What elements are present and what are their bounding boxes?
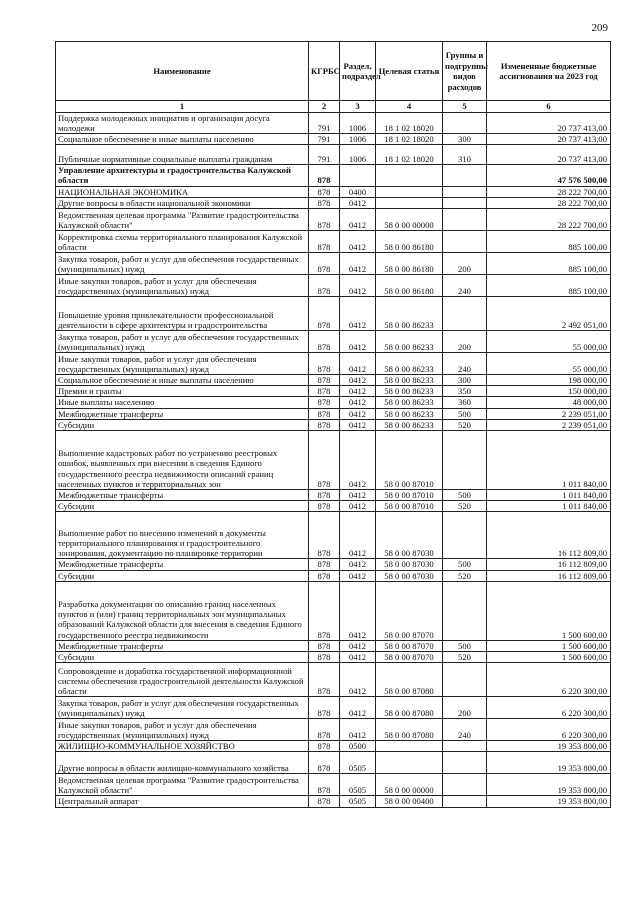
row-kgrbs: 878 (309, 252, 340, 274)
row-target-article (376, 186, 443, 197)
row-name: Иные выплаты населению (56, 397, 309, 408)
row-target-article: 58 0 00 00000 (376, 208, 443, 230)
row-name: Социальное обеспечение и иные выплаты населению (56, 374, 309, 385)
row-section: 0505 (340, 796, 376, 807)
row-expense-type: 300 (443, 133, 487, 144)
table-body (56, 112, 611, 807)
row-target-article: 58 0 00 87010 (376, 501, 443, 512)
row-section: 0412 (340, 663, 376, 697)
row-amount: 48 000,00 (487, 397, 611, 408)
row-name: Выполнение работ по внесению изменений в документы территориального планирования и градостроительного зонирования, документацию по планировке территории (56, 512, 309, 559)
row-kgrbs: 878 (309, 774, 340, 796)
row-target-article: 58 0 00 87030 (376, 570, 443, 581)
row-target-article (376, 741, 443, 752)
column-number: 5 (443, 101, 487, 113)
row-amount: 198 000,00 (487, 374, 611, 385)
row-section: 0412 (340, 570, 376, 581)
row-kgrbs: 878 (309, 697, 340, 719)
table-row (56, 252, 611, 274)
row-target-article: 58 0 00 87030 (376, 559, 443, 570)
row-expense-type: 500 (443, 559, 487, 570)
table-row (56, 570, 611, 581)
row-section: 0412 (340, 352, 376, 374)
row-name: ЖИЛИЩНО-КОММУНАЛЬНОЕ ХОЗЯЙСТВО (56, 741, 309, 752)
row-expense-type (443, 796, 487, 807)
row-kgrbs: 878 (309, 430, 340, 489)
table-row (56, 133, 611, 144)
row-amount: 6 220 300,00 (487, 719, 611, 741)
row-amount: 28 222 700,00 (487, 208, 611, 230)
table-row (56, 386, 611, 397)
row-name: Сопровождение и доработка государственной информационной системы обеспечения градостроительной деятельности Калужской области (56, 663, 309, 697)
row-kgrbs: 878 (309, 640, 340, 651)
page-number: 209 (591, 22, 608, 34)
row-name: Межбюджетные трансферты (56, 408, 309, 419)
row-kgrbs: 878 (309, 408, 340, 419)
header-section: Раздел, подраздел (340, 42, 376, 101)
header-allocations: Измененные бюджетные ассигнования на 2023 год (487, 42, 611, 101)
row-amount: 28 222 700,00 (487, 197, 611, 208)
header-kgrbs: КГРБС (309, 42, 340, 101)
header-target-article: Целевая статья (376, 42, 443, 101)
row-target-article: 58 0 00 86233 (376, 386, 443, 397)
row-amount: 2 239 051,00 (487, 419, 611, 430)
row-kgrbs: 878 (309, 796, 340, 807)
row-amount: 47 576 500,00 (487, 165, 611, 186)
row-amount: 885 100,00 (487, 274, 611, 296)
row-expense-type (443, 112, 487, 133)
row-name: Межбюджетные трансферты (56, 559, 309, 570)
row-name: Межбюджетные трансферты (56, 640, 309, 651)
row-section: 0500 (340, 741, 376, 752)
row-name: Субсидии (56, 570, 309, 581)
table-row (56, 274, 611, 296)
row-expense-type: 520 (443, 501, 487, 512)
row-amount: 1 500 600,00 (487, 640, 611, 651)
row-name: Иные закупки товаров, работ и услуг для обеспечения государственных (муниципальных) нужд (56, 274, 309, 296)
row-expense-type: 200 (443, 252, 487, 274)
column-number: 4 (376, 101, 443, 113)
table-row (56, 165, 611, 186)
row-amount: 1 500 600,00 (487, 651, 611, 662)
row-expense-type: 240 (443, 352, 487, 374)
row-kgrbs: 878 (309, 397, 340, 408)
row-target-article: 58 0 00 86233 (376, 408, 443, 419)
row-amount: 20 737 413,00 (487, 112, 611, 133)
row-kgrbs: 878 (309, 651, 340, 662)
row-name: Межбюджетные трансферты (56, 489, 309, 500)
row-kgrbs: 878 (309, 386, 340, 397)
row-name: Закупка товаров, работ и услуг для обеспечения государственных (муниципальных) нужд (56, 330, 309, 352)
row-name: Иные закупки товаров, работ и услуг для обеспечения государственных (муниципальных) нужд (56, 352, 309, 374)
row-amount: 885 100,00 (487, 252, 611, 274)
row-section: 0412 (340, 640, 376, 651)
row-name: Ведомственная целевая программа "Развитие градостроительства Калужской области" (56, 774, 309, 796)
row-section: 0412 (340, 651, 376, 662)
row-expense-type (443, 186, 487, 197)
row-target-article: 58 0 00 86180 (376, 230, 443, 252)
row-amount: 55 000,00 (487, 330, 611, 352)
table-row (56, 752, 611, 774)
row-section: 0412 (340, 330, 376, 352)
table-row (56, 796, 611, 807)
row-section: 0412 (340, 719, 376, 741)
row-amount: 28 222 700,00 (487, 186, 611, 197)
row-target-article: 58 0 00 86233 (376, 374, 443, 385)
row-section: 0505 (340, 752, 376, 774)
row-amount: 55 000,00 (487, 352, 611, 374)
row-section: 0412 (340, 208, 376, 230)
row-section: 1006 (340, 112, 376, 133)
row-section: 0412 (340, 559, 376, 570)
row-target-article: 18 1 02 18020 (376, 112, 443, 133)
row-section: 1006 (340, 133, 376, 144)
row-kgrbs: 878 (309, 719, 340, 741)
row-target-article: 58 0 00 86233 (376, 352, 443, 374)
row-kgrbs: 878 (309, 419, 340, 430)
row-expense-type (443, 663, 487, 697)
row-section: 0412 (340, 489, 376, 500)
table-row (56, 296, 611, 330)
column-number: 6 (487, 101, 611, 113)
table-row (56, 697, 611, 719)
row-amount: 6 220 300,00 (487, 697, 611, 719)
row-target-article: 58 0 00 87080 (376, 719, 443, 741)
row-section: 1006 (340, 145, 376, 165)
row-section (340, 165, 376, 186)
row-amount: 16 112 809,00 (487, 570, 611, 581)
row-kgrbs: 878 (309, 165, 340, 186)
row-target-article: 58 0 00 86233 (376, 419, 443, 430)
header-expense-type: Группы и подгруппы видов расходов (443, 42, 487, 101)
row-kgrbs: 878 (309, 581, 340, 640)
row-amount: 1 011 840,00 (487, 489, 611, 500)
row-section: 0412 (340, 197, 376, 208)
row-kgrbs: 878 (309, 186, 340, 197)
row-amount: 1 011 840,00 (487, 501, 611, 512)
row-section: 0412 (340, 296, 376, 330)
row-name: НАЦИОНАЛЬНАЯ ЭКОНОМИКА (56, 186, 309, 197)
row-expense-type: 200 (443, 330, 487, 352)
row-name: Другие вопросы в области жилищно-коммунального хозяйства (56, 752, 309, 774)
row-expense-type (443, 165, 487, 186)
row-expense-type: 500 (443, 640, 487, 651)
row-target-article (376, 165, 443, 186)
row-target-article: 58 0 00 87030 (376, 512, 443, 559)
row-section: 0412 (340, 501, 376, 512)
row-amount: 2 239 051,00 (487, 408, 611, 419)
row-target-article: 58 0 00 87070 (376, 651, 443, 662)
row-amount: 1 011 840,00 (487, 430, 611, 489)
row-kgrbs: 878 (309, 501, 340, 512)
row-target-article: 58 0 00 86233 (376, 397, 443, 408)
column-number: 1 (56, 101, 309, 113)
table-row (56, 112, 611, 133)
table-row (56, 352, 611, 374)
row-expense-type: 520 (443, 570, 487, 581)
row-name: Субсидии (56, 419, 309, 430)
row-amount: 885 100,00 (487, 230, 611, 252)
table-row (56, 559, 611, 570)
row-amount: 16 112 809,00 (487, 512, 611, 559)
row-kgrbs: 791 (309, 112, 340, 133)
table-row (56, 197, 611, 208)
row-kgrbs: 878 (309, 741, 340, 752)
row-expense-type: 240 (443, 719, 487, 741)
row-expense-type: 300 (443, 374, 487, 385)
row-target-article: 58 0 00 00000 (376, 774, 443, 796)
row-amount: 20 737 413,00 (487, 145, 611, 165)
row-amount: 20 737 413,00 (487, 133, 611, 144)
row-section: 0412 (340, 512, 376, 559)
row-expense-type: 310 (443, 145, 487, 165)
row-kgrbs: 878 (309, 208, 340, 230)
header-name: Наименование (56, 42, 309, 101)
row-kgrbs: 878 (309, 570, 340, 581)
row-target-article: 58 0 00 00400 (376, 796, 443, 807)
row-expense-type (443, 208, 487, 230)
row-name: Выполнение кадастровых работ по устранению реестровых ошибок, выявленных при внесении в сведения Единого государственного реестра недвижимости описаний границ населенных пунктов и территориальных зон (56, 430, 309, 489)
row-target-article: 58 0 00 87080 (376, 697, 443, 719)
row-name: Повышение уровня привлекательности профессиональной деятельности в сфере архитектуры и градостроительства (56, 296, 309, 330)
row-section: 0412 (340, 697, 376, 719)
row-kgrbs: 878 (309, 489, 340, 500)
table-row (56, 230, 611, 252)
row-name: Социальное обеспечение и иные выплаты населению (56, 133, 309, 144)
row-expense-type (443, 581, 487, 640)
row-section: 0412 (340, 252, 376, 274)
table-row (56, 330, 611, 352)
row-expense-type (443, 774, 487, 796)
table-row (56, 419, 611, 430)
table-row (56, 741, 611, 752)
row-section: 0412 (340, 374, 376, 385)
row-section: 0412 (340, 386, 376, 397)
column-number: 2 (309, 101, 340, 113)
row-name: Субсидии (56, 651, 309, 662)
row-target-article: 58 0 00 87070 (376, 581, 443, 640)
row-target-article: 18 1 02 18020 (376, 145, 443, 165)
row-section: 0412 (340, 408, 376, 419)
row-kgrbs: 878 (309, 752, 340, 774)
table-row (56, 489, 611, 500)
row-section: 0412 (340, 419, 376, 430)
row-name: Закупка товаров, работ и услуг для обеспечения государственных (муниципальных) нужд (56, 252, 309, 274)
column-number-row (56, 101, 611, 113)
row-expense-type: 520 (443, 651, 487, 662)
row-name: Публичные нормативные социальные выплаты гражданам (56, 145, 309, 165)
column-number: 3 (340, 101, 376, 113)
row-expense-type: 240 (443, 274, 487, 296)
row-section: 0412 (340, 274, 376, 296)
row-expense-type: 500 (443, 489, 487, 500)
row-name: Закупка товаров, работ и услуг для обеспечения государственных (муниципальных) нужд (56, 697, 309, 719)
row-target-article: 58 0 00 87010 (376, 430, 443, 489)
row-target-article: 58 0 00 86233 (376, 296, 443, 330)
row-name: Управление архитектуры и градостроительства Калужской области (56, 165, 309, 186)
row-kgrbs: 791 (309, 133, 340, 144)
table-row (56, 581, 611, 640)
row-name: Другие вопросы в области национальной экономики (56, 197, 309, 208)
row-section: 0412 (340, 230, 376, 252)
row-amount: 19 353 800,00 (487, 752, 611, 774)
table-row (56, 145, 611, 165)
row-section: 0412 (340, 397, 376, 408)
row-expense-type (443, 741, 487, 752)
row-name: Субсидии (56, 501, 309, 512)
row-name: Корректировка схемы территориального планирования Калужской области (56, 230, 309, 252)
row-section: 0400 (340, 186, 376, 197)
table-row (56, 374, 611, 385)
row-name: Разработка документации по описанию границ населенных пунктов и (или) границ территориальных зон муниципальных образований Калужской области для внесения в сведения Единого государственного реестра недвижимости (56, 581, 309, 640)
row-kgrbs: 878 (309, 330, 340, 352)
row-expense-type (443, 296, 487, 330)
row-amount: 19 353 800,00 (487, 796, 611, 807)
table-row (56, 501, 611, 512)
row-target-article: 58 0 00 86180 (376, 252, 443, 274)
row-expense-type: 520 (443, 419, 487, 430)
row-kgrbs: 878 (309, 352, 340, 374)
table-row (56, 512, 611, 559)
row-target-article: 58 0 00 87010 (376, 489, 443, 500)
row-kgrbs: 878 (309, 512, 340, 559)
row-target-article: 58 0 00 87070 (376, 640, 443, 651)
table-row (56, 640, 611, 651)
row-target-article: 58 0 00 86180 (376, 274, 443, 296)
row-name: Ведомственная целевая программа "Развитие градостроительства Калужской области" (56, 208, 309, 230)
row-target-article: 58 0 00 87080 (376, 663, 443, 697)
row-amount: 19 353 800,00 (487, 741, 611, 752)
table-row (56, 719, 611, 741)
row-kgrbs: 878 (309, 274, 340, 296)
row-kgrbs: 878 (309, 197, 340, 208)
row-amount: 1 500 600,00 (487, 581, 611, 640)
table-header-row (56, 42, 611, 101)
row-kgrbs: 878 (309, 559, 340, 570)
row-amount: 2 492 051,00 (487, 296, 611, 330)
row-target-article: 18 1 02 18020 (376, 133, 443, 144)
table-row (56, 408, 611, 419)
row-expense-type (443, 512, 487, 559)
table-row (56, 186, 611, 197)
row-amount: 19 353 800,00 (487, 774, 611, 796)
row-expense-type: 350 (443, 386, 487, 397)
row-kgrbs: 878 (309, 230, 340, 252)
row-target-article (376, 197, 443, 208)
row-name: Иные закупки товаров, работ и услуг для обеспечения государственных (муниципальных) нужд (56, 719, 309, 741)
row-expense-type: 500 (443, 408, 487, 419)
budget-table (55, 41, 611, 808)
row-name: Премии и гранты (56, 386, 309, 397)
row-kgrbs: 878 (309, 663, 340, 697)
row-section: 0412 (340, 430, 376, 489)
row-amount: 6 220 300,00 (487, 663, 611, 697)
row-target-article: 58 0 00 86233 (376, 330, 443, 352)
row-amount: 150 000,00 (487, 386, 611, 397)
row-kgrbs: 878 (309, 374, 340, 385)
row-kgrbs: 878 (309, 296, 340, 330)
row-name: Поддержка молодежных инициатив и организация досуга молодежи (56, 112, 309, 133)
row-expense-type (443, 197, 487, 208)
table-row (56, 651, 611, 662)
table-row (56, 397, 611, 408)
row-section: 0412 (340, 581, 376, 640)
table-row (56, 208, 611, 230)
row-name: Центральный аппарат (56, 796, 309, 807)
table-row (56, 430, 611, 489)
row-expense-type (443, 752, 487, 774)
row-target-article (376, 752, 443, 774)
row-amount: 16 112 809,00 (487, 559, 611, 570)
table-row (56, 663, 611, 697)
row-expense-type: 200 (443, 697, 487, 719)
row-expense-type: 360 (443, 397, 487, 408)
row-expense-type (443, 430, 487, 489)
row-expense-type (443, 230, 487, 252)
row-section: 0505 (340, 774, 376, 796)
table-row (56, 774, 611, 796)
row-kgrbs: 791 (309, 145, 340, 165)
